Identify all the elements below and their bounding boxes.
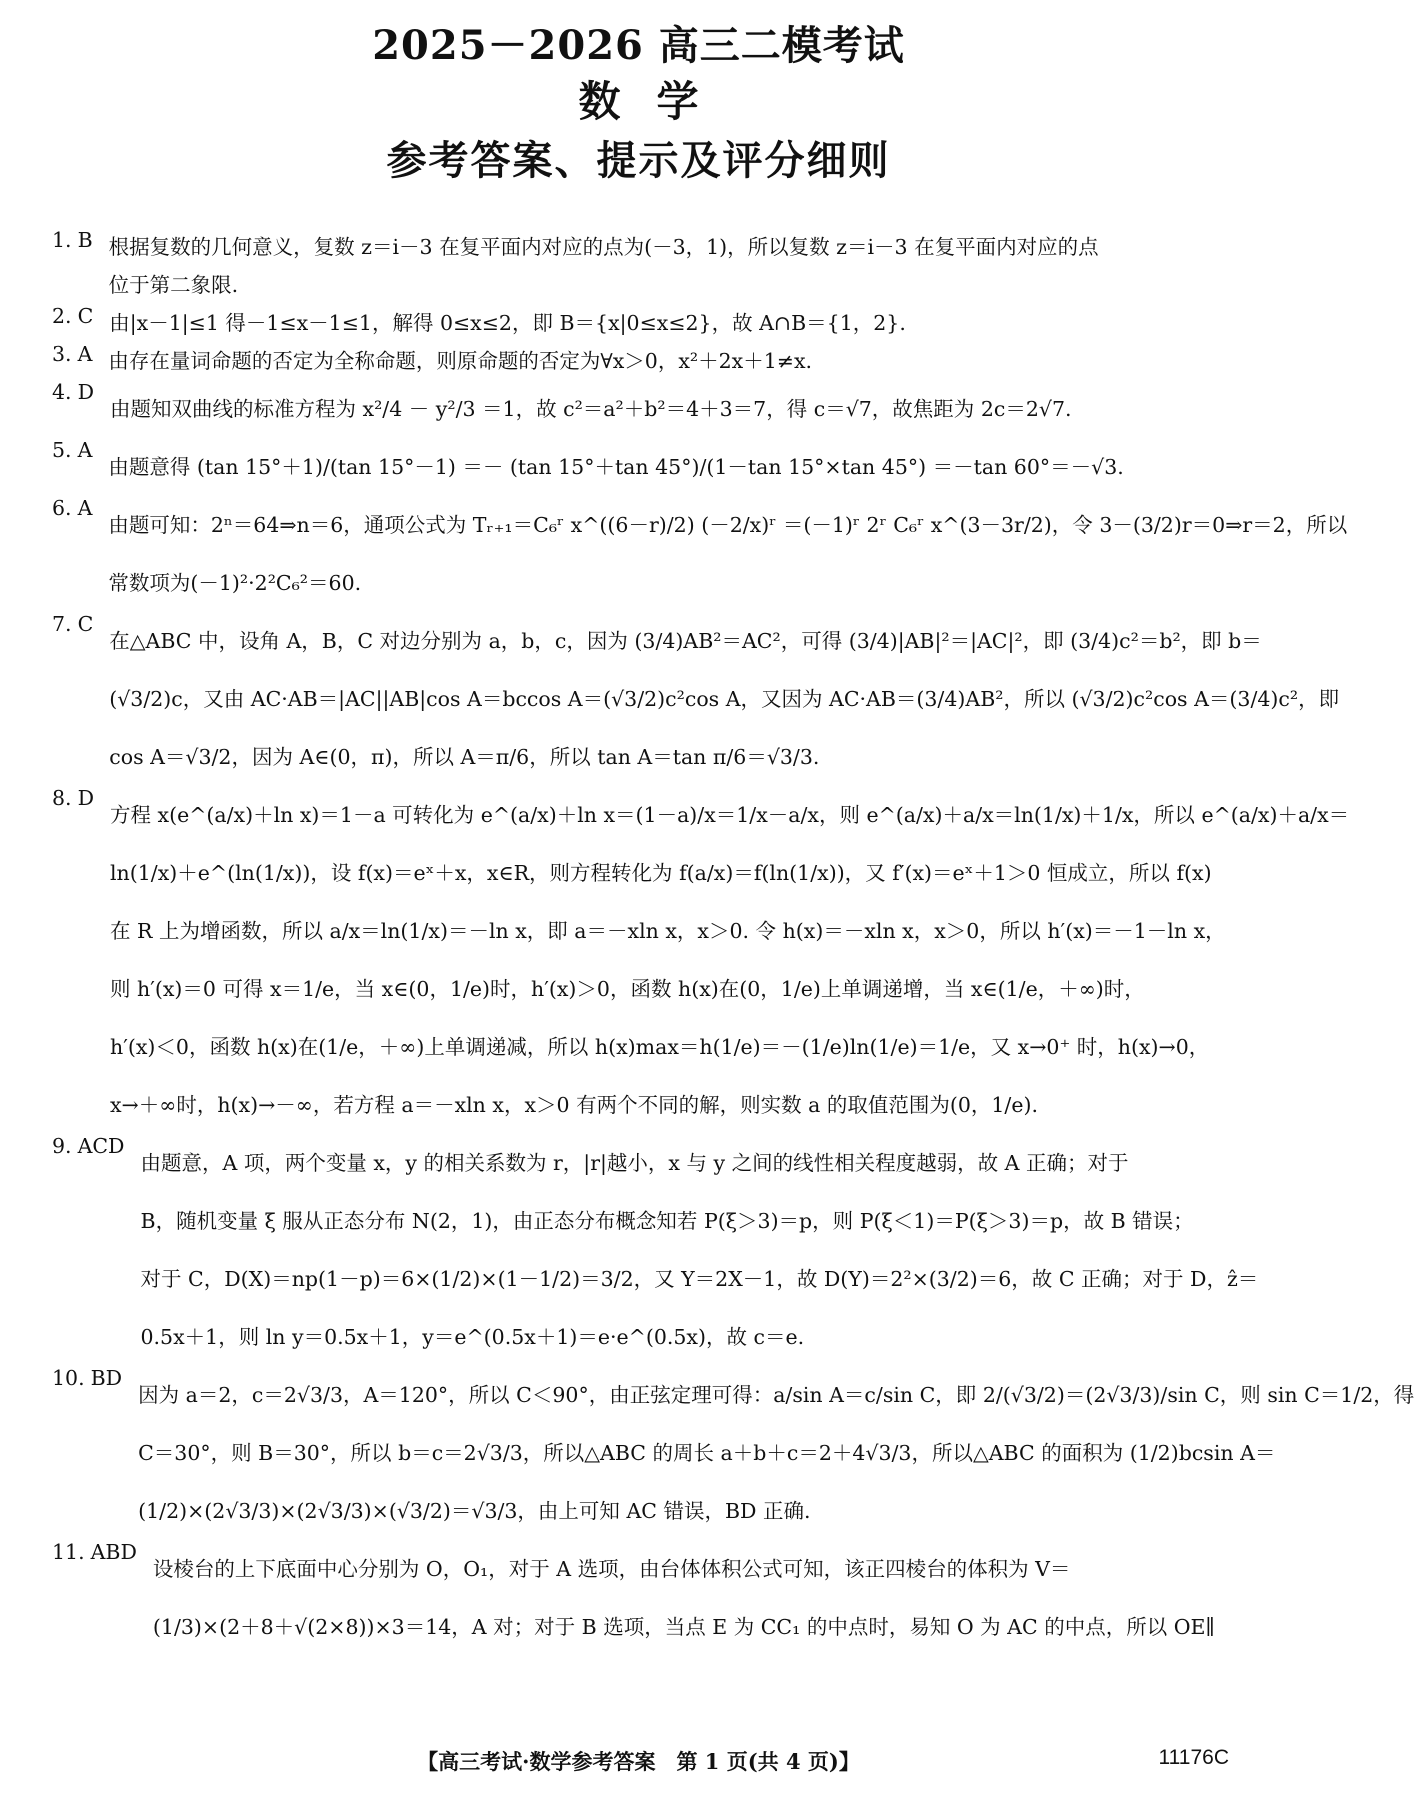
question-index: 8. xyxy=(52,786,72,810)
explanation-line: h′(x)＜0，函数 h(x)在(1/e，＋∞)上单调递减，所以 h(x)max＝h(1/e)＝－(1/e)ln(1/e)＝1/e，又 x→0⁺ 时，h(x)→0， xyxy=(110,1035,1210,1059)
question-number xyxy=(52,438,92,496)
explanation xyxy=(153,1540,1230,1656)
explanation xyxy=(109,228,1230,304)
explanation xyxy=(110,786,1349,1134)
explanation-line: 由|x－1|≤1 得－1≤x－1≤1，解得 0≤x≤2，即 B＝{x|0≤x≤2}，故 A∩B＝{1，2}. xyxy=(109,311,906,335)
explanation-line: (1/2)×(2√3/3)×(2√3/3)×(√3/2)＝√3/3，由上可知 AC 错误，BD 正确. xyxy=(138,1499,811,1523)
title-block xyxy=(0,20,1277,190)
explanation-line: 根据复数的几何意义，复数 z＝i－3 在复平面内对应的点为(－3，1)，所以复数 z＝i－3 在复平面内对应的点 xyxy=(108,235,1099,259)
explanation-line: 则 h′(x)＝0 可得 x＝1/e，当 x∈(0，1/e)时，h′(x)＞0，函数 h(x)在(0，1/e)上单调递增，当 x∈(1/e，＋∞)时， xyxy=(110,977,1145,1001)
question-index: 6. xyxy=(52,496,72,520)
answer-item xyxy=(52,612,1340,786)
explanation xyxy=(141,1134,1259,1366)
answer-item xyxy=(52,380,1230,438)
explanation-line: 设棱台的上下底面中心分别为 O，O₁，对于 A 选项，由台体体积公式可知，该正四棱台的体积为 V＝ xyxy=(152,1557,1071,1581)
answer-choice: A xyxy=(77,438,93,462)
answer-item xyxy=(52,438,1230,496)
question-number xyxy=(52,496,92,612)
question-number xyxy=(52,612,93,786)
explanation-line: 因为 a＝2，c＝2√3/3，A＝120°，所以 C＜90°，由正弦定理可得：a/sin A＝c/sin C，即 2/(√3/2)＝(2√3/3)/sin C，则 sin C＝1/2，得 xyxy=(138,1383,1414,1407)
exam-title: 2025－2026 高三二模考试 xyxy=(372,22,905,69)
question-index: 2. xyxy=(52,304,72,328)
explanation xyxy=(108,342,1230,380)
footer-doc-code: 11176C xyxy=(1158,1746,1229,1769)
question-number xyxy=(52,786,94,1134)
explanation xyxy=(109,304,1230,342)
explanation xyxy=(138,1366,1414,1540)
answer-item xyxy=(52,1134,1259,1366)
explanation-line: x→＋∞时，h(x)→－∞，若方程 a＝－xln x，x＞0 有两个不同的解，则实数 a 的取值范围为(0，1/e). xyxy=(110,1093,1038,1117)
question-index: 3. xyxy=(52,342,72,366)
question-number xyxy=(52,228,93,304)
explanation xyxy=(109,612,1339,786)
question-number xyxy=(52,1366,122,1540)
question-number xyxy=(52,342,92,380)
explanation-line: 由存在量词命题的否定为全称命题，则原命题的否定为∀x＞0，x²＋2x＋1≠x. xyxy=(108,349,813,373)
question-index: 11. xyxy=(52,1540,85,1564)
explanation-line: 在 R 上为增函数，所以 a/x＝ln(1/x)＝－ln x，即 a＝－xln x，x＞0. 令 h(x)＝－xln x，x＞0，所以 h′(x)＝－1－ln x， xyxy=(110,919,1226,943)
answer-choice: C xyxy=(77,304,94,328)
answer-choice: A xyxy=(77,342,93,366)
page-footer xyxy=(0,1746,1277,1782)
explanation-line: (√3/2)c，又由 AC·AB＝|AC||AB|cos A＝bccos A＝(√3/2)c²cos A，又因为 AC·AB＝(3/4)AB²，所以 (√3/2)c²cos A＝(3/4)c²，即 xyxy=(109,687,1340,711)
explanation-line: ln(1/x)＋e^(ln(1/x))，设 f(x)＝eˣ＋x，x∈R，则方程转化为 f(a/x)＝f(ln(1/x))，又 f′(x)＝eˣ＋1＞0 恒成立，所以 f(x) xyxy=(110,861,1212,885)
answer-choice: ACD xyxy=(77,1134,125,1158)
answer-choice: C xyxy=(77,612,94,636)
explanation-line: 方程 x(e^(a/x)＋ln x)＝1－a 可转化为 e^(a/x)＋ln x＝(1－a)/x＝1/x－a/x，则 e^(a/x)＋a/x＝ln(1/x)＋1/x，所以 e^(a/x)＋a/x＝ xyxy=(110,803,1350,827)
question-index: 10. xyxy=(52,1366,85,1390)
answer-choice: BD xyxy=(90,1366,123,1390)
explanation-line: 对于 C，D(X)＝np(1－p)＝6×(1/2)×(1－1/2)＝3/2，又 Y＝2X－1，故 D(Y)＝2²×(3/2)＝6，故 C 正确；对于 D，ẑ＝ xyxy=(140,1267,1259,1291)
explanation-line: cos A＝√3/2，因为 A∈(0，π)，所以 A＝π/6，所以 tan A＝tan π/6＝√3/3. xyxy=(109,745,820,769)
explanation xyxy=(110,380,1230,438)
question-number xyxy=(52,380,94,438)
answer-list xyxy=(52,228,1414,1656)
explanation-line: 位于第二象限. xyxy=(108,273,239,297)
explanation-line: 常数项为(－1)²·2²C₆²＝60. xyxy=(108,571,362,595)
answer-choice: D xyxy=(77,786,94,810)
answer-choice: B xyxy=(77,228,93,252)
explanation xyxy=(108,496,1347,612)
answer-item xyxy=(52,342,1230,380)
answer-choice: ABD xyxy=(90,1540,137,1564)
answer-item xyxy=(52,786,1350,1134)
question-index: 9. xyxy=(52,1134,72,1158)
explanation-line: 在△ABC 中，设角 A，B，C 对边分别为 a，b，c，因为 (3/4)AB²＝AC²，可得 (3/4)|AB|²＝|AC|²，即 (3/4)c²＝b²，即 b＝ xyxy=(109,629,1262,653)
explanation xyxy=(108,438,1230,496)
explanation-line: 由题意，A 项，两个变量 x，y 的相关系数为 r，|r|越小，x 与 y 之间的线性相关程度越弱，故 A 正确；对于 xyxy=(140,1151,1129,1175)
answer-item xyxy=(52,1540,1230,1656)
explanation-line: 0.5x＋1，则 ln y＝0.5x＋1，y＝e^(0.5x＋1)＝e·e^(0.5x)，故 c＝e. xyxy=(140,1325,805,1349)
question-index: 7. xyxy=(52,612,72,636)
answer-item xyxy=(52,228,1230,304)
explanation-line: 由题知双曲线的标准方程为 x²/4 － y²/3 ＝1，故 c²＝a²＋b²＝4＋3＝7，得 c＝√7，故焦距为 2c＝2√7. xyxy=(110,397,1072,421)
explanation-line: B，随机变量 ξ 服从正态分布 N(2，1)，由正态分布概念知若 P(ξ＞3)＝p，则 P(ξ＜1)＝P(ξ＞3)＝p，故 B 错误； xyxy=(140,1209,1194,1233)
explanation-line: (1/3)×(2＋8＋√(2×8))×3＝14，A 对；对于 B 选项，当点 E 为 CC₁ 的中点时，易知 O 为 AC 的中点，所以 OE∥ xyxy=(152,1615,1215,1639)
answer-item xyxy=(52,1366,1414,1540)
explanation-line: 由题意得 (tan 15°＋1)/(tan 15°－1) ＝－ (tan 15°＋tan 45°)/(1－tan 15°×tan 45°) ＝－tan 60°＝－√3. xyxy=(108,455,1124,479)
question-number xyxy=(52,304,93,342)
footer-page-info: 【高三考试·数学参考答案 第 1 页(共 4 页)】 xyxy=(417,1749,860,1774)
answer-choice: A xyxy=(77,496,93,520)
answer-item xyxy=(52,496,1348,612)
question-number xyxy=(52,1540,137,1656)
explanation-line: C＝30°，则 B＝30°，所以 b＝c＝2√3/3，所以△ABC 的周长 a＋b＋c＝2＋4√3/3，所以△ABC 的面积为 (1/2)bcsin A＝ xyxy=(138,1441,1276,1465)
question-number xyxy=(52,1134,125,1366)
question-index: 5. xyxy=(52,438,72,462)
answer-choice: D xyxy=(77,380,94,404)
subject-title: 数学 xyxy=(578,77,735,126)
question-index: 1. xyxy=(52,228,72,252)
answer-item xyxy=(52,304,1230,342)
document-title: 参考答案、提示及评分细则 xyxy=(386,137,891,184)
question-index: 4. xyxy=(52,380,72,404)
explanation-line: 由题可知：2ⁿ＝64⇒n＝6，通项公式为 Tᵣ₊₁＝C₆ʳ x^((6－r)/2) (－2/x)ʳ ＝(－1)ʳ 2ʳ C₆ʳ x^(3－3r/2)，令 3－(3/2)r＝0⇒r＝2，所以 xyxy=(108,513,1348,537)
